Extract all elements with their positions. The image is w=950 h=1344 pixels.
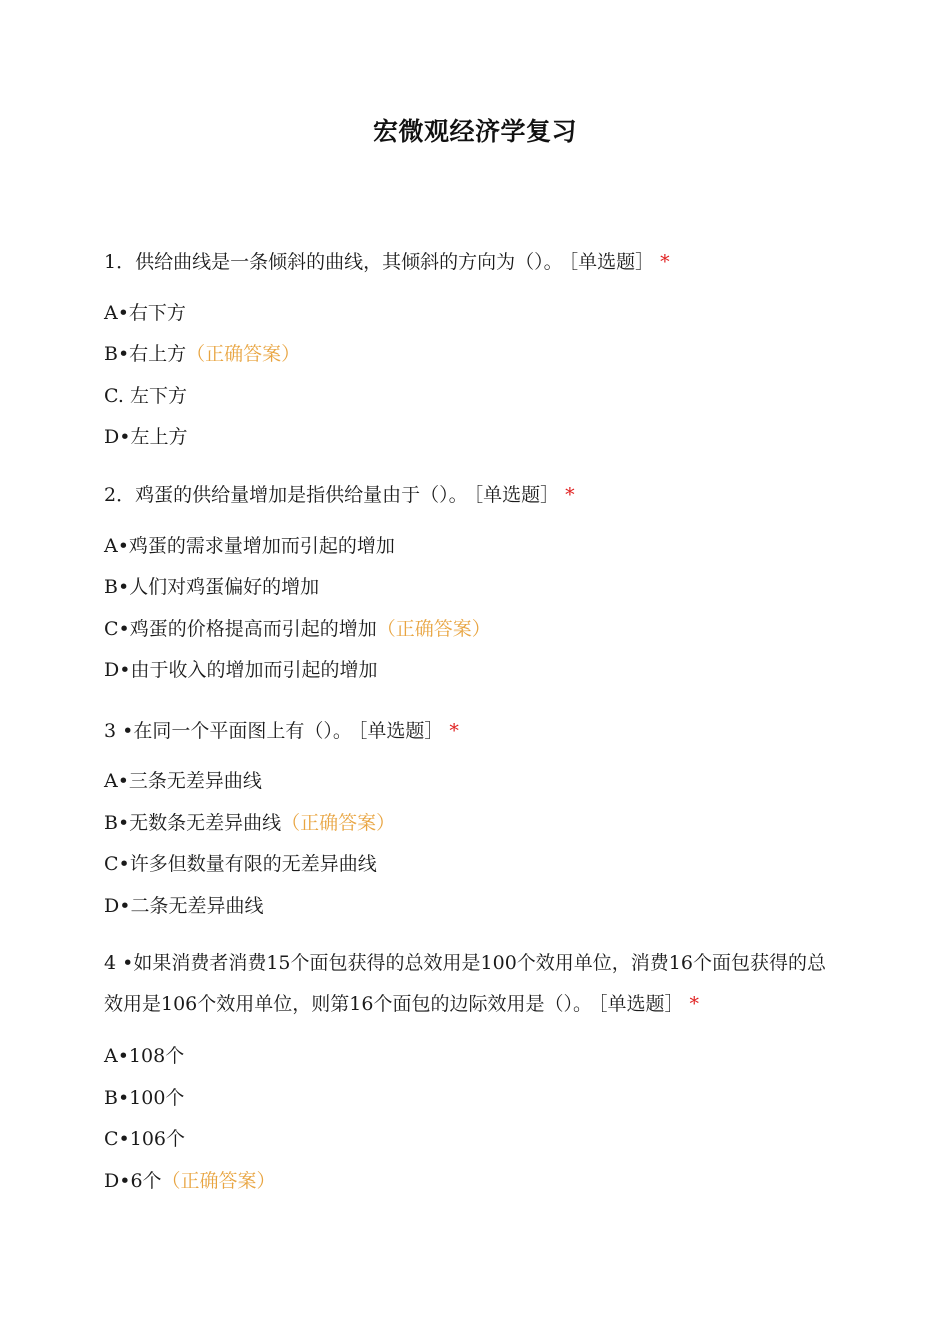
option-text: A•108个	[104, 1045, 185, 1067]
question-3	[104, 719, 459, 743]
option-text: A•右下方	[104, 302, 186, 324]
option-3a	[104, 769, 262, 793]
option-text: C•106个	[104, 1128, 186, 1150]
option-text: C•鸡蛋的价格提高而引起的增加	[104, 618, 377, 640]
option-text: B•无数条无差异曲线	[104, 812, 282, 834]
question-1	[104, 250, 670, 274]
option-2d	[104, 658, 377, 682]
question-text: 2．鸡蛋的供给量增加是指供给量由于（）。	[104, 484, 468, 506]
option-4d	[104, 1169, 276, 1193]
option-text: B•人们对鸡蛋偏好的增加	[104, 576, 320, 598]
question-type: ［单选题］	[473, 484, 560, 506]
required-star: *	[449, 720, 459, 742]
question-type: ［单选题］	[357, 720, 444, 742]
option-3d	[104, 894, 263, 918]
option-text: C•许多但数量有限的无差异曲线	[104, 853, 377, 875]
option-text: D•二条无差异曲线	[104, 895, 264, 917]
question-text: 1．供给曲线是一条倾斜的曲线，其倾斜的方向为（）。	[104, 251, 563, 273]
option-text: D•6个	[104, 1170, 162, 1192]
question-4	[104, 943, 844, 1025]
option-text: C. 左下方	[104, 385, 187, 407]
question-text: 4 •如果消费者消费15个面包获得的总效用是100个效用单位，消费16个面包获得的总效用是106个效用单位，则第16个面包的边际效用是（）。	[104, 952, 826, 1015]
option-text: A•三条无差异曲线	[104, 770, 262, 792]
option-2a	[104, 534, 395, 558]
option-text: B•右上方	[104, 343, 187, 365]
option-4a	[104, 1044, 184, 1068]
option-text: B•100个	[104, 1087, 185, 1109]
option-text: A•鸡蛋的需求量增加而引起的增加	[104, 535, 395, 557]
correct-answer-label: （正确答案）	[186, 343, 301, 365]
required-star: *	[689, 993, 699, 1015]
page-title: 宏微观经济学复习	[372, 117, 577, 146]
option-1d	[104, 425, 187, 449]
question-type: ［单选题］	[597, 993, 684, 1015]
option-text: D•由于收入的增加而引起的增加	[104, 659, 378, 681]
option-4c	[104, 1127, 185, 1151]
required-star: *	[660, 251, 670, 273]
required-star: *	[565, 484, 575, 506]
question-2	[104, 483, 575, 507]
option-1c	[104, 384, 187, 408]
option-1a	[104, 301, 186, 325]
option-2b	[104, 575, 319, 599]
option-3b	[104, 811, 395, 835]
question-text: 3 •在同一个平面图上有（）。	[104, 720, 352, 742]
option-1b	[104, 342, 300, 366]
correct-answer-label: （正确答案）	[376, 618, 491, 640]
option-3c	[104, 852, 377, 876]
correct-answer-label: （正确答案）	[281, 812, 396, 834]
correct-answer-label: （正确答案）	[161, 1170, 276, 1192]
option-4b	[104, 1086, 184, 1110]
option-2c	[104, 617, 491, 641]
question-type: ［单选题］	[568, 251, 655, 273]
option-text: D•左上方	[104, 426, 188, 448]
